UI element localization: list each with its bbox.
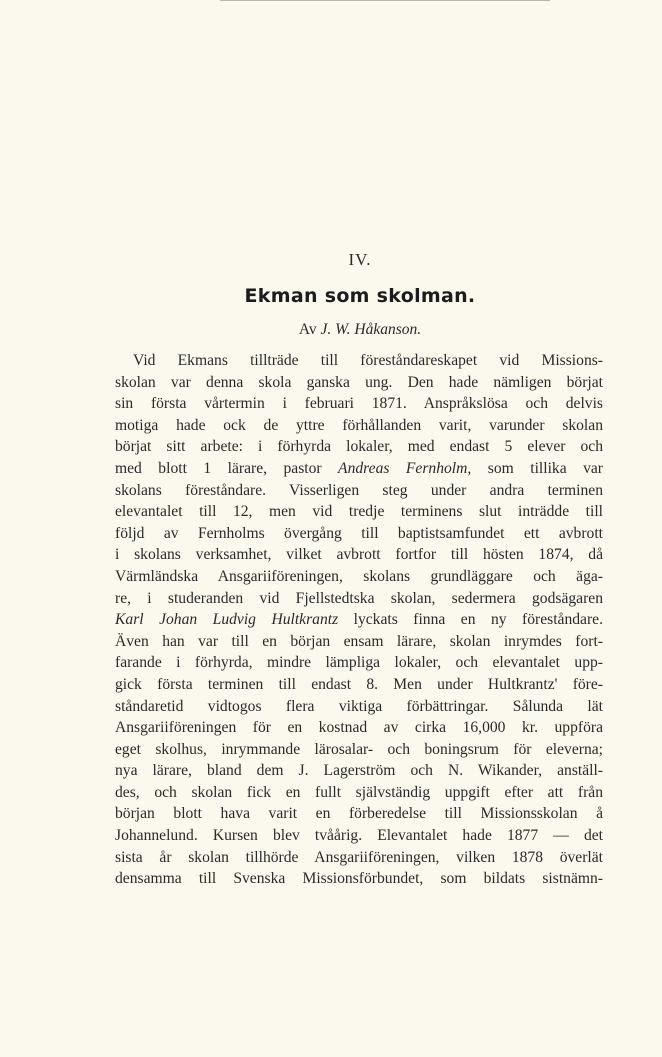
italic-name: Karl Johan Ludvig Hultkrantz bbox=[115, 611, 339, 629]
text-line bbox=[115, 609, 603, 631]
text-line: nya lärare, bland dem J. Lagerström och N. Wikander, anställ- bbox=[115, 762, 603, 780]
text-line: Ansgariiföreningen för en kostnad av cirka 16,000 kr. uppföra bbox=[115, 719, 603, 737]
text-line: ståndaretid vidtogos flera viktiga förbättringar. Sålunda lät bbox=[115, 697, 603, 715]
text-run: som tillika var bbox=[471, 459, 603, 477]
article-title: Ekman som skolman. bbox=[244, 285, 476, 307]
text-line: densamma till Svenska Missionsförbundet, som bildats sistnämn- bbox=[115, 870, 603, 888]
byline-author: J. W. Håkanson. bbox=[320, 321, 422, 338]
text-line: i skolans verksamhet, vilket avbrott fortfor till hösten 1874, då bbox=[115, 546, 603, 564]
text-line: Johannelund. Kursen blev tvåårig. Elevantalet hade 1877 — det bbox=[115, 827, 603, 845]
text-line: des, och skolan fick en fullt självständig uppgift efter att från bbox=[115, 783, 603, 801]
text-line: börjat sitt arbete: i förhyrda lokaler, med endast 5 elever och bbox=[115, 438, 603, 456]
text-line: skolans föreståndare. Visserligen steg under andra terminen bbox=[115, 481, 603, 499]
body-paragraph bbox=[115, 350, 603, 890]
text-line: början blott hava varit en förberedelse till Missionsskolan å bbox=[115, 805, 603, 823]
page-top-edge bbox=[220, 0, 550, 1]
text-line: farande i förhyrda, mindre lämpliga lokaler, och elevantalet upp- bbox=[115, 654, 603, 672]
text-line: gick första terminen till endast 8. Men under Hultkrantz' före- bbox=[115, 675, 603, 693]
text-line: elevantalet till 12, men vid tredje terminens slut inträdde till bbox=[115, 503, 603, 521]
text-line: skolan var denna skola ganska ung. Den hade nämligen börjat bbox=[115, 373, 603, 391]
text-run: med blott 1 lärare, pastor bbox=[115, 459, 339, 477]
byline bbox=[0, 321, 662, 339]
text-run: lyckats finna en ny föreståndare. bbox=[338, 611, 603, 629]
text-line: sista år skolan tillhörde Ansgariiföreningen, vilken 1878 överlät bbox=[115, 848, 603, 866]
chapter-number: IV. bbox=[348, 250, 372, 269]
text-line: Även han var till en början ensam lärare, skolan inrymdes fort- bbox=[115, 632, 603, 650]
text-line: följd av Fernholms övergång till baptistsamfundet ett avbrott bbox=[115, 524, 603, 542]
byline-prefix: Av bbox=[298, 321, 317, 338]
text-line: Värmländska Ansgariiföreningen, skolans grundläggare och äga- bbox=[115, 567, 603, 585]
text-line: Vid Ekmans tillträde till föreståndareskapet vid Missions- bbox=[133, 352, 603, 369]
text-line: eget skolhus, inrymmande lärosalar- och boningsrum för eleverna; bbox=[115, 740, 603, 758]
text-line: sin första vårtermin i februari 1871. Anspråkslösa och delvis bbox=[115, 395, 603, 413]
text-line bbox=[115, 458, 603, 480]
text-line: motiga hade ock de yttre förhållanden varit, varunder skolan bbox=[115, 416, 603, 434]
text-line: re, i studeranden vid Fjellstedtska skolan, sedermera godsägaren bbox=[115, 589, 603, 607]
italic-name: Andreas Fernholm, bbox=[338, 459, 472, 477]
